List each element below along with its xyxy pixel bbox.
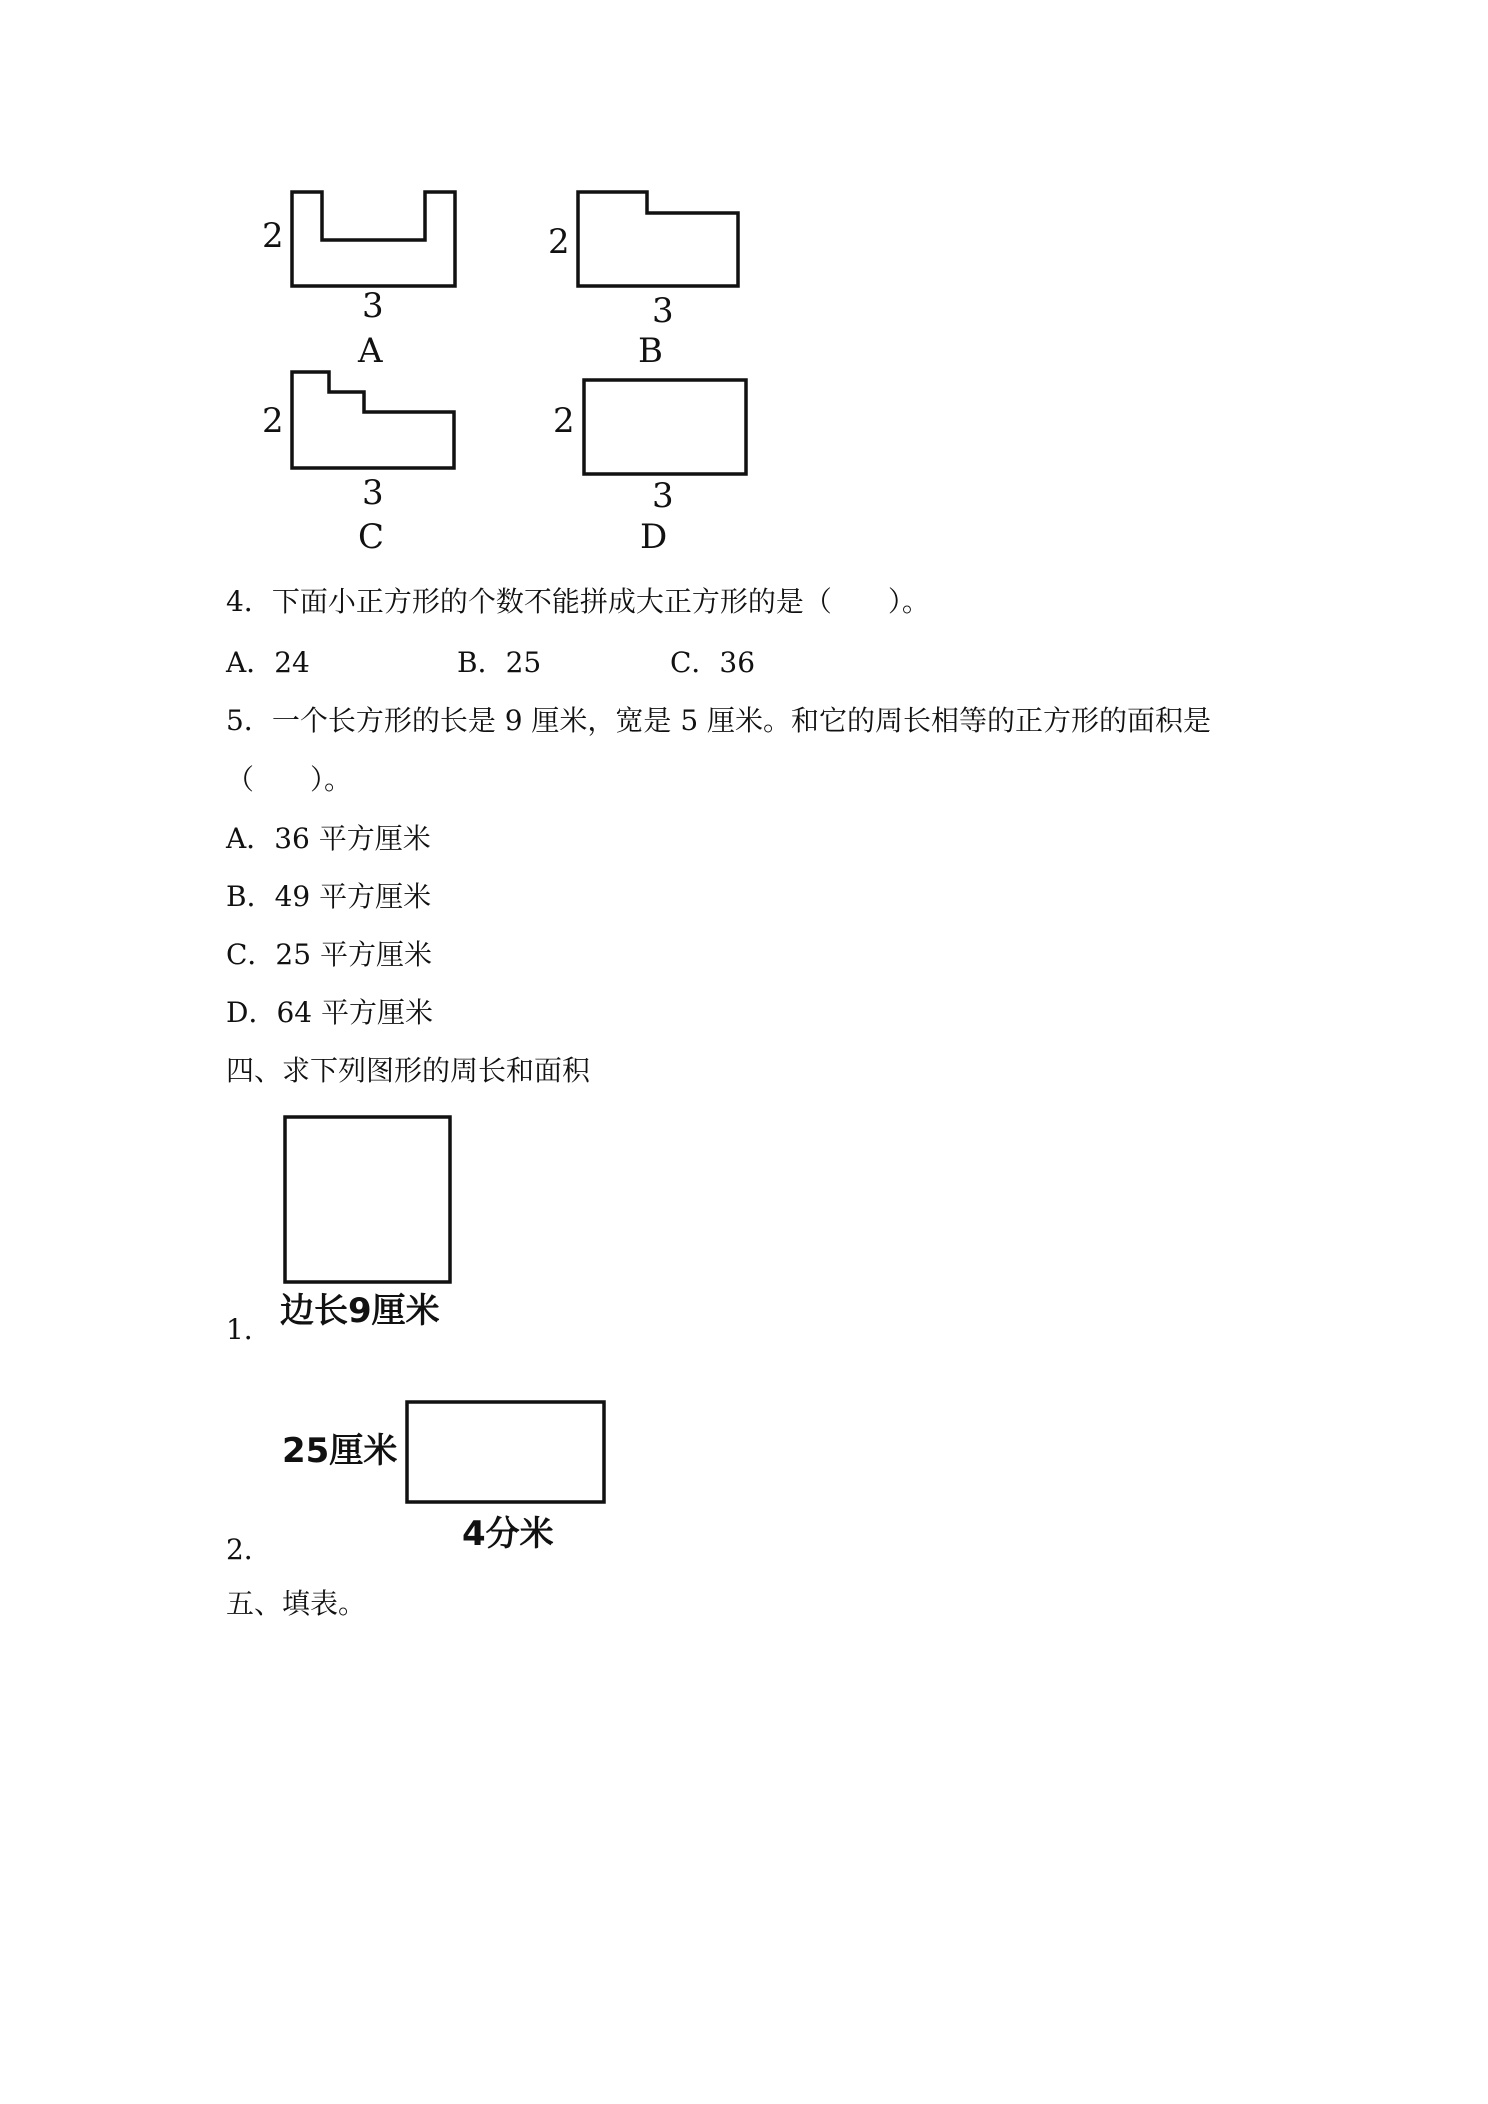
figure-b-height: 2 — [548, 222, 570, 262]
figure-c-height: 2 — [262, 401, 284, 441]
figure-c-letter: C — [358, 517, 385, 557]
figure-d-height: 2 — [553, 401, 575, 441]
figure-d-letter: D — [640, 517, 668, 557]
item1-square — [285, 1117, 450, 1282]
q5-option-a: A．36 平方厘米 — [226, 822, 431, 855]
figure-a-letter: A — [358, 331, 383, 371]
item2-bottom-label: 4分米 — [462, 1514, 554, 1554]
figure-b-width: 3 — [652, 291, 674, 331]
q4-option-c: C．36 — [670, 646, 756, 679]
q4-option-a: A．24 — [226, 646, 310, 679]
item2-side-label: 25厘米 — [282, 1431, 398, 1471]
section4-title: 四、求下列图形的周长和面积 — [226, 1054, 591, 1087]
figure-a-width: 3 — [362, 286, 384, 326]
item1-figure — [280, 1117, 450, 1331]
q5-option-d: D．64 平方厘米 — [226, 996, 433, 1029]
figure-d-width: 3 — [652, 476, 674, 516]
item2-figure — [282, 1402, 604, 1554]
q5-option-c: C．25 平方厘米 — [226, 938, 432, 971]
q4-stem: 4．下面小正方形的个数不能拼成大正方形的是（ ）。 — [226, 585, 930, 618]
figure-b-letter: B — [638, 331, 663, 371]
item1-number: 1． — [226, 1313, 272, 1346]
q5-stem-line2: （ ）。 — [226, 763, 353, 796]
item2-rectangle — [407, 1402, 604, 1502]
item2-number: 2． — [226, 1533, 272, 1566]
figure-a-height: 2 — [262, 216, 284, 256]
figure-c-width: 3 — [362, 473, 384, 513]
item1-label: 边长9厘米 — [280, 1291, 440, 1331]
q5-stem-line1: 5．一个长方形的长是 9 厘米，宽是 5 厘米。和它的周长相等的正方形的面积是 — [226, 704, 1212, 737]
q5-option-b: B．49 平方厘米 — [226, 880, 432, 913]
q4-option-b: B．25 — [457, 646, 542, 679]
section5-title: 五、填表。 — [226, 1587, 367, 1620]
